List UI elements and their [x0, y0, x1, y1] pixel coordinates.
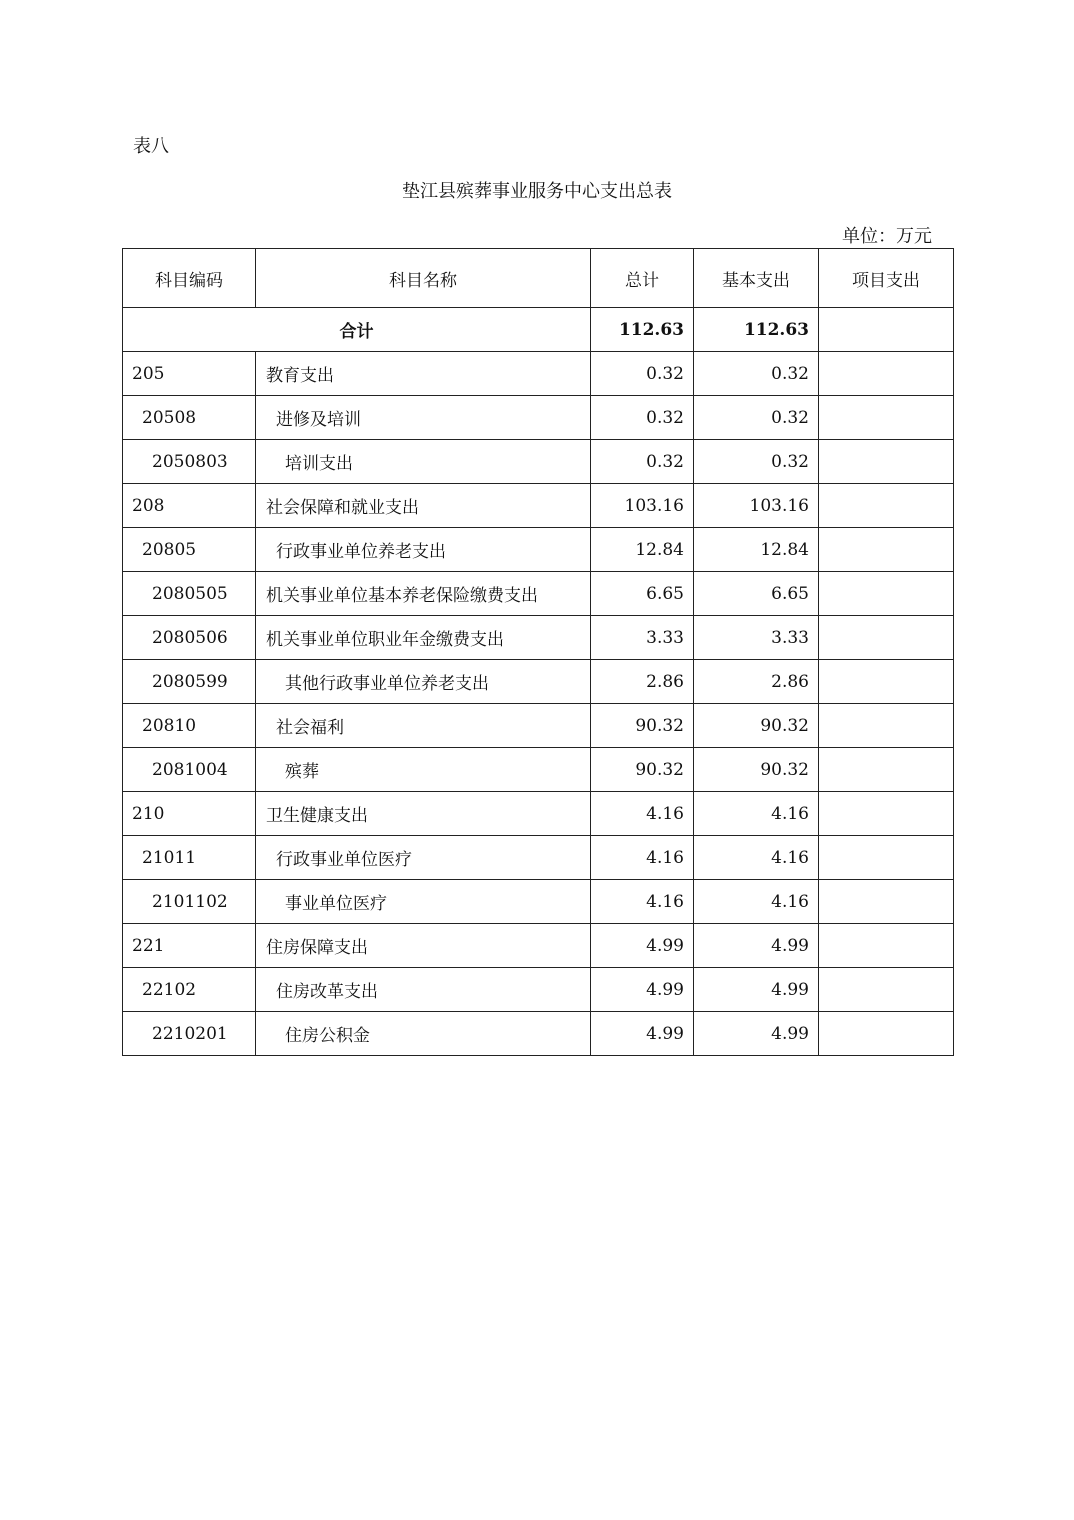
table-row: [123, 704, 954, 748]
table-row: [123, 968, 954, 1012]
total-cell: 4.99: [591, 968, 694, 1012]
column-header-name: 科目名称: [256, 249, 591, 308]
total-cell: 4.99: [591, 924, 694, 968]
table-row: [123, 792, 954, 836]
name-cell: 殡葬: [256, 748, 591, 792]
code-cell: 20810: [123, 704, 256, 748]
basic-cell: 2.86: [694, 660, 819, 704]
project-cell: [819, 836, 954, 880]
basic-cell: 90.32: [694, 704, 819, 748]
code-cell: 2080506: [123, 616, 256, 660]
table-row: [123, 352, 954, 396]
total-cell: 12.84: [591, 528, 694, 572]
code-cell: 21011: [123, 836, 256, 880]
name-cell: 行政事业单位养老支出: [256, 528, 591, 572]
project-cell: [819, 792, 954, 836]
page-title: 垫江县殡葬事业服务中心支出总表: [402, 181, 672, 202]
code-cell: 2080599: [123, 660, 256, 704]
table-row: [123, 660, 954, 704]
code-cell: 2101102: [123, 880, 256, 924]
table-row: [123, 1012, 954, 1056]
basic-cell: 4.16: [694, 792, 819, 836]
code-cell: 2081004: [123, 748, 256, 792]
unit-label: 单位：万元: [842, 226, 932, 247]
code-cell: 2210201: [123, 1012, 256, 1056]
project-cell: [819, 748, 954, 792]
project-cell: [819, 484, 954, 528]
total-sum-cell: 112.63: [591, 308, 694, 352]
name-cell: 培训支出: [256, 440, 591, 484]
basic-cell: 90.32: [694, 748, 819, 792]
project-cell: [819, 440, 954, 484]
column-header-code: 科目编码: [123, 249, 256, 308]
name-cell: 机关事业单位职业年金缴费支出: [256, 616, 591, 660]
code-cell: 205: [123, 352, 256, 396]
project-cell: [819, 880, 954, 924]
table-header-row: [123, 249, 954, 308]
total-cell: 0.32: [591, 396, 694, 440]
project-cell: [819, 396, 954, 440]
total-cell: 90.32: [591, 704, 694, 748]
name-cell: 卫生健康支出: [256, 792, 591, 836]
total-cell: 4.16: [591, 792, 694, 836]
project-cell: [819, 528, 954, 572]
total-cell: 3.33: [591, 616, 694, 660]
basic-cell: 0.32: [694, 352, 819, 396]
total-cell: 0.32: [591, 352, 694, 396]
project-cell: [819, 968, 954, 1012]
basic-cell: 103.16: [694, 484, 819, 528]
table-number-label: 表八: [133, 136, 169, 157]
total-cell: 4.99: [591, 1012, 694, 1056]
name-cell: 住房保障支出: [256, 924, 591, 968]
project-cell: [819, 1012, 954, 1056]
total-cell: 2.86: [591, 660, 694, 704]
project-cell: [819, 924, 954, 968]
table-row: [123, 572, 954, 616]
code-cell: 208: [123, 484, 256, 528]
basic-cell: 4.99: [694, 968, 819, 1012]
name-cell: 住房公积金: [256, 1012, 591, 1056]
project-cell: [819, 616, 954, 660]
total-basic-cell: 112.63: [694, 308, 819, 352]
project-cell: [819, 704, 954, 748]
name-cell: 住房改革支出: [256, 968, 591, 1012]
code-cell: 20805: [123, 528, 256, 572]
name-cell: 行政事业单位医疗: [256, 836, 591, 880]
expenditure-table: [122, 248, 954, 1056]
name-cell: 机关事业单位基本养老保险缴费支出: [256, 572, 591, 616]
basic-cell: 4.99: [694, 1012, 819, 1056]
code-cell: 2080505: [123, 572, 256, 616]
name-cell: 事业单位医疗: [256, 880, 591, 924]
table-row: [123, 880, 954, 924]
project-cell: [819, 660, 954, 704]
total-cell: 4.16: [591, 836, 694, 880]
name-cell: 教育支出: [256, 352, 591, 396]
column-header-basic: 基本支出: [694, 249, 819, 308]
table-row: [123, 616, 954, 660]
basic-cell: 4.99: [694, 924, 819, 968]
basic-cell: 4.16: [694, 836, 819, 880]
column-header-project: 项目支出: [819, 249, 954, 308]
column-header-total: 总计: [591, 249, 694, 308]
basic-cell: 6.65: [694, 572, 819, 616]
code-cell: 20508: [123, 396, 256, 440]
total-project-cell: [819, 308, 954, 352]
name-cell: 社会保障和就业支出: [256, 484, 591, 528]
code-cell: 210: [123, 792, 256, 836]
total-cell: 6.65: [591, 572, 694, 616]
table-row: [123, 836, 954, 880]
basic-cell: 0.32: [694, 440, 819, 484]
total-cell: 90.32: [591, 748, 694, 792]
code-cell: 221: [123, 924, 256, 968]
table-row: [123, 484, 954, 528]
name-cell: 进修及培训: [256, 396, 591, 440]
total-label: 合计: [123, 308, 591, 352]
name-cell: 其他行政事业单位养老支出: [256, 660, 591, 704]
basic-cell: 0.32: [694, 396, 819, 440]
project-cell: [819, 352, 954, 396]
basic-cell: 4.16: [694, 880, 819, 924]
basic-cell: 3.33: [694, 616, 819, 660]
total-cell: 103.16: [591, 484, 694, 528]
project-cell: [819, 572, 954, 616]
table-row: [123, 748, 954, 792]
code-cell: 2050803: [123, 440, 256, 484]
basic-cell: 12.84: [694, 528, 819, 572]
total-cell: 4.16: [591, 880, 694, 924]
total-row: [123, 308, 954, 352]
table-row: [123, 528, 954, 572]
table-row: [123, 440, 954, 484]
code-cell: 22102: [123, 968, 256, 1012]
name-cell: 社会福利: [256, 704, 591, 748]
total-cell: 0.32: [591, 440, 694, 484]
table-row: [123, 396, 954, 440]
table-row: [123, 924, 954, 968]
